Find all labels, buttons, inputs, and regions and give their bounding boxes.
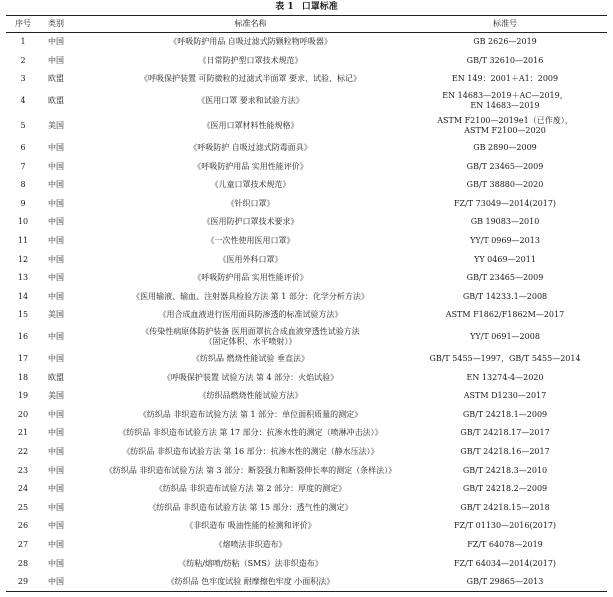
row-standard-code bbox=[403, 269, 607, 288]
table-header bbox=[6, 16, 607, 33]
row-category: 中国 bbox=[48, 409, 64, 419]
row-number: 16 bbox=[17, 332, 29, 342]
table-row bbox=[6, 424, 607, 443]
row-standard-name bbox=[98, 536, 403, 555]
standard-name-line: 《日常防护型口罩技术规范》 bbox=[198, 55, 303, 65]
row-standard-name bbox=[98, 288, 403, 307]
row-category: 中国 bbox=[48, 161, 64, 171]
row-category: 欧盟 bbox=[48, 372, 64, 382]
table-row bbox=[6, 573, 607, 592]
row-category: 中国 bbox=[48, 217, 64, 227]
row-number: 9 bbox=[20, 198, 26, 208]
standard-code-line: GB 2890—2009 bbox=[473, 143, 537, 153]
row-standard-name bbox=[98, 52, 403, 71]
row-standard-code bbox=[403, 176, 607, 195]
row-standard-name bbox=[98, 325, 403, 350]
standard-name-line: 《呼吸防护 自吸过滤式防毒面具》 bbox=[189, 143, 312, 153]
standard-name-line: 《呼吸防护用品 实用性能评价》 bbox=[193, 273, 308, 283]
table-row bbox=[6, 157, 607, 176]
table-row bbox=[6, 139, 607, 158]
standard-code-line: EN 14683—2019 bbox=[470, 101, 540, 111]
row-standard-name bbox=[98, 554, 403, 573]
table-row bbox=[6, 269, 607, 288]
row-number: 7 bbox=[20, 161, 26, 171]
table-row bbox=[6, 461, 607, 480]
row-category: 中国 bbox=[48, 180, 64, 190]
standard-code-line: GB/T 23465—2009 bbox=[466, 273, 544, 283]
row-category: 中国 bbox=[48, 446, 64, 456]
row-standard-name bbox=[98, 250, 403, 269]
row-number: 12 bbox=[17, 254, 29, 264]
standard-code-line: GB 2626—2019 bbox=[473, 37, 537, 47]
table-row bbox=[6, 480, 607, 499]
row-standard-code bbox=[403, 232, 607, 251]
row-number: 1 bbox=[20, 37, 26, 47]
standard-name-line: 《儿童口罩技术规范》 bbox=[210, 180, 291, 190]
row-category: 中国 bbox=[48, 236, 64, 246]
row-standard-code bbox=[403, 387, 607, 406]
row-standard-code bbox=[403, 52, 607, 71]
table-row bbox=[6, 232, 607, 251]
header-code: 标准号 bbox=[403, 16, 607, 33]
row-category: 中国 bbox=[48, 465, 64, 475]
row-standard-code bbox=[403, 536, 607, 555]
row-number: 17 bbox=[17, 354, 29, 364]
standard-name-line: 《非织造布 吸油性能的检测和评价》 bbox=[185, 521, 316, 531]
row-standard-name bbox=[98, 498, 403, 517]
standard-code-line: ASTM F1862/F1862M—2017 bbox=[445, 310, 565, 320]
row-standard-code bbox=[403, 368, 607, 387]
row-standard-name bbox=[98, 443, 403, 462]
row-category: 美国 bbox=[48, 391, 64, 401]
row-standard-name bbox=[98, 461, 403, 480]
table-row bbox=[6, 114, 607, 139]
row-number: 26 bbox=[17, 521, 29, 531]
row-standard-code bbox=[403, 288, 607, 307]
row-category: 中国 bbox=[48, 291, 64, 301]
table-row bbox=[6, 368, 607, 387]
standard-name-line: 《呼吸保护装置 试验方法 第 4 部分：火焰试验》 bbox=[162, 372, 339, 382]
row-standard-name bbox=[98, 480, 403, 499]
header-category: 类别 bbox=[40, 16, 98, 33]
row-number: 18 bbox=[17, 372, 29, 382]
row-standard-code bbox=[403, 213, 607, 232]
standard-name-line: 《医用外科口罩》 bbox=[218, 254, 283, 264]
standard-name-line: 《呼吸防护用品 自吸过滤式防颗粒物呼吸器》 bbox=[169, 37, 332, 47]
row-number: 25 bbox=[17, 502, 29, 512]
table-caption bbox=[0, 2, 613, 13]
row-number: 22 bbox=[17, 446, 29, 456]
row-number: 28 bbox=[17, 558, 29, 568]
standard-code-line: GB/T 24218.3—2010 bbox=[462, 465, 548, 475]
row-category: 中国 bbox=[48, 502, 64, 512]
standard-code-line: GB 19083—2010 bbox=[470, 217, 540, 227]
row-category: 美国 bbox=[48, 310, 64, 320]
table-row bbox=[6, 306, 607, 325]
row-standard-name bbox=[98, 195, 403, 214]
row-category: 欧盟 bbox=[48, 74, 64, 84]
row-number: 5 bbox=[20, 121, 26, 131]
standard-name-line: 《传染性病原体防护装备 医用面罩抗合成血液穿透性试验方法 bbox=[141, 327, 360, 337]
row-standard-code bbox=[403, 89, 607, 114]
row-category: 中国 bbox=[48, 558, 64, 568]
row-number: 21 bbox=[17, 428, 29, 438]
row-standard-code bbox=[403, 306, 607, 325]
standard-name-line: 《纺粘/熔喷/纺粘（SMS）法非织造布》 bbox=[178, 558, 323, 568]
table-row bbox=[6, 52, 607, 71]
standard-name-line: 《医用口罩 要求和试验方法》 bbox=[197, 96, 304, 106]
standard-code-line: EN 149：2001＋A1：2009 bbox=[451, 74, 559, 84]
standard-name-line: 《纺织品 非织造布试验方法 第 2 部分：厚度的测定》 bbox=[154, 484, 347, 494]
row-number: 3 bbox=[20, 74, 26, 84]
table-row bbox=[6, 70, 607, 89]
row-standard-name bbox=[98, 232, 403, 251]
standard-name-line: 《纺织品 色牢度试验 耐摩擦色牢度 小面积法》 bbox=[166, 577, 335, 587]
row-standard-name bbox=[98, 213, 403, 232]
row-standard-code bbox=[403, 325, 607, 350]
row-standard-name bbox=[98, 517, 403, 536]
row-standard-name bbox=[98, 406, 403, 425]
table-title: 口罩标准 bbox=[301, 2, 338, 12]
row-standard-code bbox=[403, 250, 607, 269]
standard-code-line: YY 0469—2011 bbox=[474, 254, 536, 264]
row-standard-code bbox=[403, 195, 607, 214]
table-row bbox=[6, 387, 607, 406]
row-number: 23 bbox=[17, 465, 29, 475]
table-row bbox=[6, 406, 607, 425]
table-row bbox=[6, 350, 607, 369]
row-category: 中国 bbox=[40, 573, 98, 592]
row-category: 中国 bbox=[48, 254, 64, 264]
row-category: 中国 bbox=[48, 37, 64, 47]
row-standard-code bbox=[403, 443, 607, 462]
standard-name-line: 《针织口罩》 bbox=[226, 198, 275, 208]
standard-name-line: （固定体积、水平喷射）》 bbox=[204, 337, 297, 347]
row-standard-name bbox=[98, 176, 403, 195]
row-standard-name bbox=[98, 33, 403, 52]
row-category: 中国 bbox=[48, 332, 64, 342]
row-number: 4 bbox=[20, 96, 26, 106]
standard-code-line: ASTM D1230—2017 bbox=[463, 391, 547, 401]
row-category: 中国 bbox=[48, 484, 64, 494]
row-standard-code bbox=[403, 350, 607, 369]
standard-code-line: GB/T 23465—2009 bbox=[466, 161, 544, 171]
row-standard-name bbox=[98, 114, 403, 139]
row-number: 19 bbox=[17, 391, 29, 401]
table-row bbox=[6, 325, 607, 350]
row-standard-name bbox=[98, 306, 403, 325]
row-standard-name bbox=[98, 157, 403, 176]
header-row bbox=[6, 16, 607, 33]
row-standard-code bbox=[403, 461, 607, 480]
row-standard-name bbox=[98, 368, 403, 387]
table-row bbox=[6, 554, 607, 573]
table-row bbox=[6, 498, 607, 517]
standard-name-line: 《纺织品 非织造布试验方法 第 16 部分：抗渗水性的测定（静水压法）》 bbox=[122, 446, 379, 456]
row-category: 中国 bbox=[48, 273, 64, 283]
standard-name-line: 《医用输液、输血、注射器具检验方法 第 1 部分：化学分析方法》 bbox=[132, 291, 369, 301]
standard-code-line: ASTM F2100—2019e1（已作废）， bbox=[437, 116, 573, 126]
standard-code-line: EN 13274-4—2020 bbox=[466, 372, 544, 382]
row-standard-code bbox=[403, 480, 607, 499]
row-number: 13 bbox=[17, 273, 29, 283]
standard-code-line: GB/T 24218.1—2009 bbox=[462, 409, 548, 419]
standard-code-line: GB/T 14233.1—2008 bbox=[462, 291, 548, 301]
standard-code-line: GB/T 5455—1997，GB/T 5455—2014 bbox=[429, 354, 581, 364]
table-row bbox=[6, 195, 607, 214]
table-row bbox=[6, 33, 607, 52]
table-row bbox=[6, 288, 607, 307]
row-standard-code bbox=[403, 554, 607, 573]
header-no: 序号 bbox=[6, 16, 40, 33]
table-row bbox=[6, 536, 607, 555]
row-number: 15 bbox=[17, 310, 29, 320]
row-number: 10 bbox=[17, 217, 29, 227]
row-number: 24 bbox=[17, 484, 29, 494]
row-category: 中国 bbox=[48, 521, 64, 531]
standard-code-line: FZ/T 64078—2019 bbox=[467, 539, 543, 549]
row-standard-code bbox=[403, 33, 607, 52]
standard-name-line: 《呼吸保护装置 可防微粒的过滤式半面罩 要求、试验、标记》 bbox=[139, 74, 362, 84]
standard-code-line: GB/T 29865—2013 bbox=[466, 577, 544, 587]
standard-code-line: GB/T 32610—2016 bbox=[466, 55, 544, 65]
standard-name-line: 《纺织品 非织造布试验方法 第 15 部分：透气性的测定》 bbox=[148, 502, 353, 512]
row-standard-code bbox=[403, 573, 607, 592]
row-standard-name bbox=[98, 89, 403, 114]
row-category: 中国 bbox=[48, 539, 64, 549]
standard-name-line: 《医用口罩材料性能规格》 bbox=[202, 121, 299, 131]
table-row bbox=[6, 89, 607, 114]
standard-name-line: 《纺织品 非织造布试验方法 第 3 部分：断裂强力和断裂伸长率的测定（条样法）》 bbox=[104, 465, 397, 475]
row-number: 8 bbox=[20, 180, 26, 190]
table-row bbox=[6, 250, 607, 269]
row-standard-name bbox=[98, 424, 403, 443]
standard-code-line: GB/T 24218.16—2017 bbox=[460, 446, 550, 456]
row-standard-name bbox=[98, 350, 403, 369]
standard-code-line: GB/T 24218.2—2009 bbox=[462, 484, 548, 494]
standards-table bbox=[6, 15, 607, 592]
table-row bbox=[6, 176, 607, 195]
row-standard-name bbox=[98, 139, 403, 158]
row-standard-name bbox=[98, 70, 403, 89]
standard-code-line: FZ/T 01130—2016(2017) bbox=[453, 521, 557, 531]
standard-code-line: GB/T 38880—2020 bbox=[466, 180, 544, 190]
standard-code-line: GB/T 24218.17—2017 bbox=[460, 428, 550, 438]
standard-name-line: 《熔喷法非织造布》 bbox=[214, 539, 287, 549]
row-category: 中国 bbox=[48, 55, 64, 65]
table-row bbox=[6, 517, 607, 536]
row-standard-code bbox=[403, 70, 607, 89]
row-number: 29 bbox=[6, 573, 40, 592]
standard-code-line: FZ/T 64034—2014(2017) bbox=[453, 558, 557, 568]
row-number: 2 bbox=[20, 55, 26, 65]
row-standard-code bbox=[403, 157, 607, 176]
row-number: 6 bbox=[20, 143, 26, 153]
row-category: 中国 bbox=[48, 354, 64, 364]
row-standard-name bbox=[98, 269, 403, 288]
row-standard-code bbox=[403, 424, 607, 443]
row-standard-name bbox=[98, 387, 403, 406]
row-number: 20 bbox=[17, 409, 29, 419]
row-category: 中国 bbox=[48, 198, 64, 208]
standard-code-line: ASTM F2100—2020 bbox=[464, 126, 546, 136]
standard-name-line: 《纺织品 非织造布试验方法 第 17 部分：抗渗水性的测定（喷淋冲击法）》 bbox=[118, 428, 383, 438]
standard-name-line: 《用合成血液进行医用面具防渗透的标准试验方法》 bbox=[158, 310, 343, 320]
row-category: 中国 bbox=[48, 428, 64, 438]
standard-name-line: 《医用防护口罩技术要求》 bbox=[202, 217, 299, 227]
row-standard-name bbox=[98, 573, 403, 592]
header-name: 标准名称 bbox=[98, 16, 403, 33]
standard-name-line: 《一次性使用医用口罩》 bbox=[206, 236, 295, 246]
standard-code-line: GB/T 24218.15—2018 bbox=[460, 502, 550, 512]
standard-code-line: FZ/T 73049—2014(2017) bbox=[453, 198, 557, 208]
standard-code-line: YY/T 0691—2008 bbox=[470, 332, 540, 342]
row-category: 欧盟 bbox=[48, 96, 64, 106]
row-standard-code bbox=[403, 517, 607, 536]
table-body bbox=[6, 33, 607, 592]
table-number: 表 1 bbox=[275, 2, 294, 12]
row-category: 美国 bbox=[48, 121, 64, 131]
row-number: 27 bbox=[17, 539, 29, 549]
standard-code-line: EN 14683—2019＋AC—2019， bbox=[442, 91, 568, 101]
row-standard-code bbox=[403, 498, 607, 517]
table-row bbox=[6, 443, 607, 462]
standard-name-line: 《纺织品 燃烧性能试验 垂直法》 bbox=[191, 354, 310, 364]
row-standard-code bbox=[403, 114, 607, 139]
standard-code-line: YY/T 0969—2013 bbox=[470, 236, 540, 246]
row-category: 中国 bbox=[48, 143, 64, 153]
row-number: 14 bbox=[17, 291, 29, 301]
row-standard-code bbox=[403, 139, 607, 158]
standard-name-line: 《纺织品 非织造布试验方法 第 1 部分：单位面积质量的测定》 bbox=[138, 409, 363, 419]
row-standard-code bbox=[403, 406, 607, 425]
table-row bbox=[6, 213, 607, 232]
standard-name-line: 《纺织品燃烧性能试验方法》 bbox=[198, 391, 303, 401]
standard-name-line: 《呼吸防护用品 实用性能评价》 bbox=[193, 161, 308, 171]
row-number: 11 bbox=[17, 236, 29, 246]
